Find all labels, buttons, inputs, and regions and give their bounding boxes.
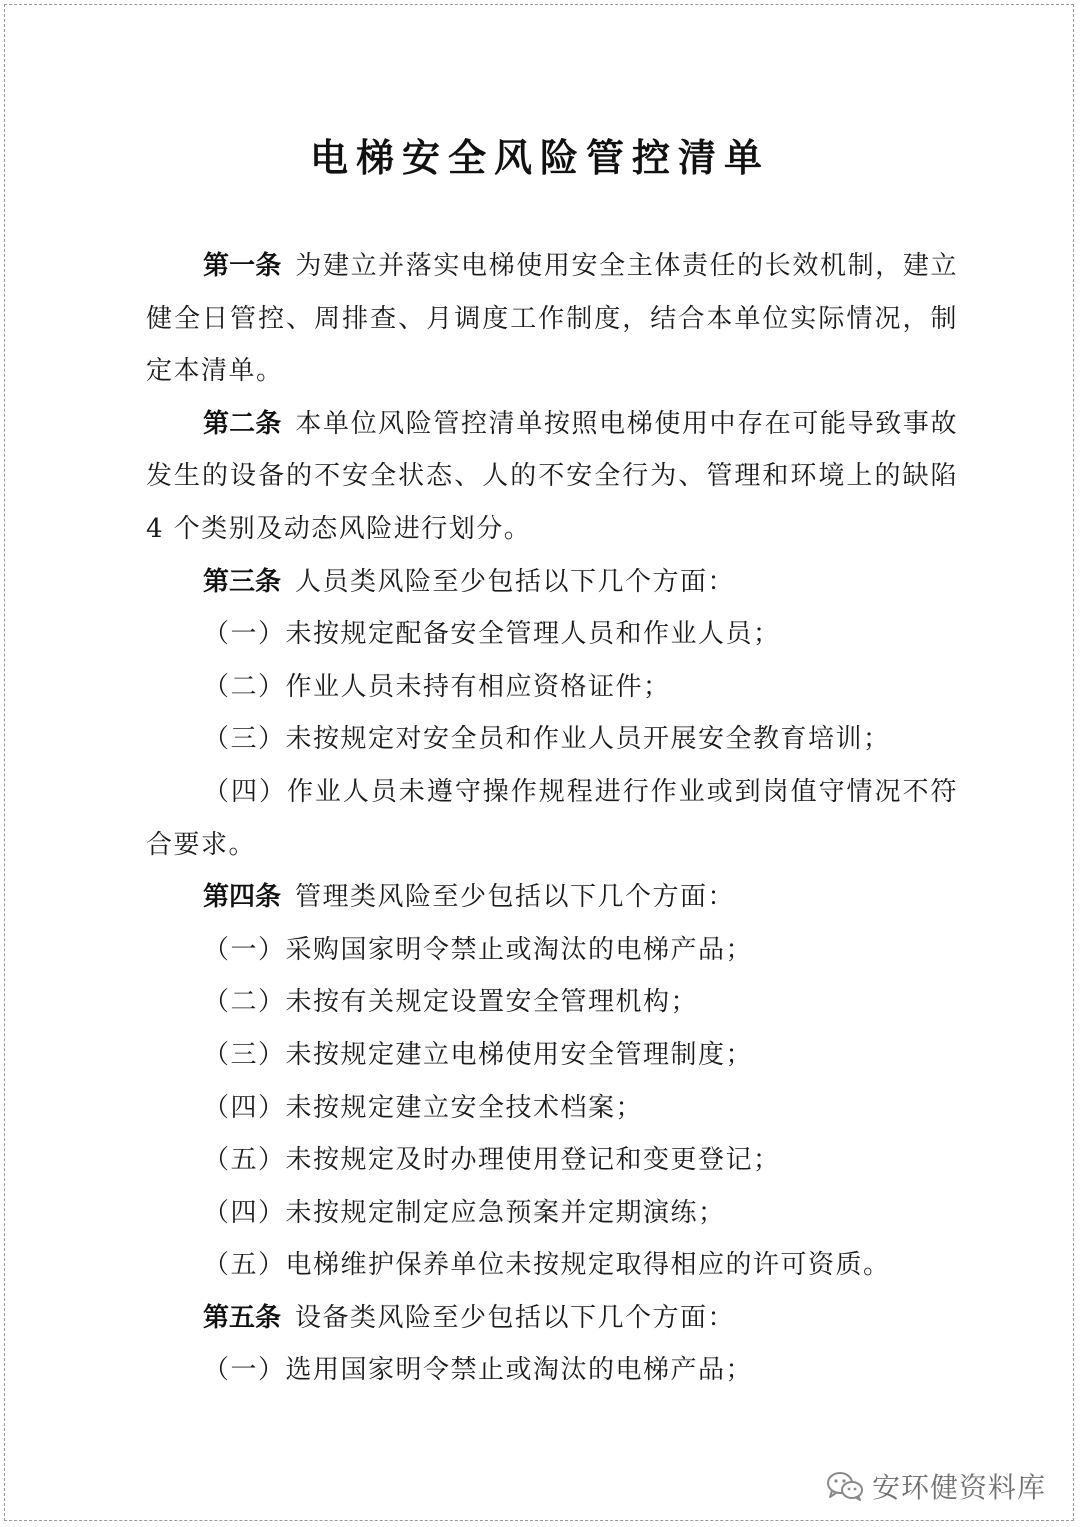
paragraph-article-2 <box>146 398 958 556</box>
list-item <box>146 924 958 977</box>
paragraph-article-4 <box>146 871 958 924</box>
document-body <box>146 240 958 1397</box>
paragraph-article-5 <box>146 1292 958 1345</box>
list-item <box>146 1344 958 1397</box>
paragraph-article-1 <box>146 240 958 398</box>
paragraph-text: 人员类风险至少包括以下几个方面： <box>295 566 736 597</box>
list-item-text: （三）未按规定对安全员和作业人员开展安全教育培训； <box>203 724 891 755</box>
list-item <box>146 1082 958 1135</box>
list-item <box>146 1239 958 1292</box>
paragraph-text: 管理类风险至少包括以下几个方面： <box>295 882 736 913</box>
document-title: 电梯安全风险管控清单 <box>309 135 770 180</box>
list-item-text: （三）未按规定建立电梯使用安全管理制度； <box>203 1039 754 1070</box>
list-item-text: （一）采购国家明令禁止或淘汰的电梯产品； <box>203 934 754 965</box>
list-item-text: （四）未按规定制定应急预案并定期演练； <box>203 1197 726 1228</box>
wechat-icon <box>826 1470 864 1502</box>
list-item-text: （五）未按规定及时办理使用登记和变更登记； <box>203 1145 781 1176</box>
article-number: 第三条 <box>203 566 282 597</box>
paragraph-text: 为建立并落实电梯使用安全主体责任的长效机制，建立健全日管控、周排查、月调度工作制度，结合本单位实际情况，制定本清单。 <box>146 251 958 387</box>
paragraph-text: 设备类风险至少包括以下几个方面： <box>295 1302 736 1333</box>
list-item-text: （五）电梯维护保养单位未按规定取得相应的许可资质。 <box>203 1250 891 1281</box>
list-item-text: （四）未按规定建立安全技术档案； <box>203 1092 644 1123</box>
article-number: 第一条 <box>203 251 282 281</box>
list-item <box>146 661 958 714</box>
paragraph-article-3 <box>146 556 958 609</box>
list-item <box>146 1029 958 1082</box>
list-item <box>146 976 958 1029</box>
list-item <box>146 1134 958 1187</box>
article-number: 第四条 <box>203 882 282 913</box>
list-item <box>146 608 958 661</box>
watermark-text: 安环健资料库 <box>871 1471 1046 1504</box>
article-number: 第二条 <box>203 408 282 439</box>
list-item-text: （一）未按规定配备安全管理人员和作业人员； <box>203 619 781 650</box>
list-item <box>146 766 958 871</box>
watermark <box>826 1466 1046 1506</box>
list-item <box>146 713 958 766</box>
article-number: 第五条 <box>203 1302 282 1333</box>
list-item-text: （四）作业人员未遵守操作规程进行作业或到岗值守情况不符合要求。 <box>146 776 958 860</box>
list-item-text: （二）作业人员未持有相应资格证件； <box>203 671 671 702</box>
paragraph-text: 本单位风险管控清单按照电梯使用中存在可能导致事故发生的设备的不安全状态、人的不安全行为、管理和环境上的缺陷 4 个类别及动态风险进行划分。 <box>146 408 958 544</box>
list-item-text: （一）选用国家明令禁止或淘汰的电梯产品； <box>203 1355 754 1386</box>
list-item-text: （二）未按有关规定设置安全管理机构； <box>203 987 699 1018</box>
list-item <box>146 1187 958 1240</box>
